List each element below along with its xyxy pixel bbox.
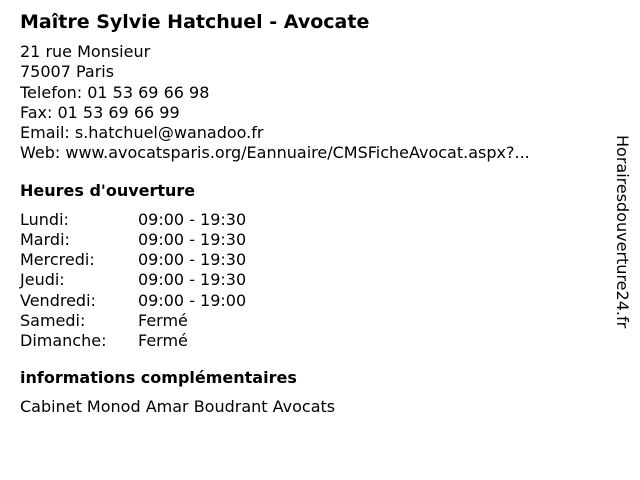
day-hours: 09:00 - 19:30: [138, 270, 247, 290]
day-label: Samedi:: [20, 310, 86, 330]
opening-hours-heading: Heures d'ouverture: [20, 180, 196, 200]
business-title: Maître Sylvie Hatchuel - Avocate: [20, 11, 370, 33]
day-label: Mercredi:: [20, 250, 95, 270]
day-hours: Fermé: [138, 310, 188, 330]
hours-row-friday: [20, 291, 610, 311]
city-address: 75007 Paris: [20, 62, 115, 82]
day-hours: 09:00 - 19:30: [138, 209, 247, 229]
day-hours: 09:00 - 19:00: [138, 290, 247, 310]
hours-row-saturday: [20, 311, 610, 331]
contact-block: [20, 42, 610, 164]
hours-row-monday: [20, 210, 610, 230]
extra-info-heading: informations complémentaires: [20, 368, 297, 388]
fax-number: Fax: 01 53 69 66 99: [20, 102, 180, 122]
day-label: Vendredi:: [20, 290, 96, 310]
day-label: Jeudi:: [20, 270, 65, 290]
business-card: [20, 10, 610, 417]
day-hours: 09:00 - 19:30: [138, 250, 247, 270]
day-label: Lundi:: [20, 209, 69, 229]
hours-row-wednesday: [20, 250, 610, 270]
day-hours: Fermé: [138, 331, 188, 350]
phone-number: Telefon: 01 53 69 66 98: [20, 82, 210, 102]
site-watermark: Horairesdouverture24.fr: [613, 135, 632, 329]
hours-row-thursday: [20, 270, 610, 290]
day-label: Mardi:: [20, 229, 70, 249]
opening-hours-table: [20, 210, 610, 351]
email-address: Email: s.hatchuel@wanadoo.fr: [20, 123, 264, 143]
website-url: Web: www.avocatsparis.org/Eannuaire/CMSFicheAvocat.aspx?...: [20, 143, 530, 163]
hours-row-tuesday: [20, 230, 610, 250]
day-hours: 09:00 - 19:30: [138, 229, 247, 249]
day-label: Dimanche:: [20, 331, 107, 350]
street-address: 21 rue Monsieur: [20, 42, 151, 61]
extra-info-text: Cabinet Monod Amar Boudrant Avocats: [20, 397, 336, 417]
hours-row-sunday: [20, 331, 610, 351]
